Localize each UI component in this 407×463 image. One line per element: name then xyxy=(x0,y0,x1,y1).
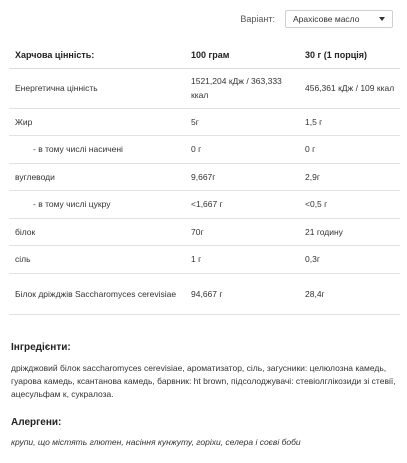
value-serving: 456,361 кДж / 109 ккал xyxy=(299,68,400,108)
ingredients-text: дріжджовий білок saccharomyces cerevisiae, ароматизатор, сіль, загусники: целюлозна камедь, гуарова камедь, ксантанова камедь, барвник: ht brown, підсолоджувачі: стевіолглікозиди зі стевії, ацесульфам к, сукралоза. xyxy=(11,363,396,399)
nutrient-name: Жир xyxy=(9,108,185,136)
header-per-100g: 100 грам xyxy=(185,43,299,68)
nutrient-name: - в тому числі насичені xyxy=(9,136,185,164)
value-100g: <1,667 г xyxy=(185,191,299,219)
nutrient-name: білок xyxy=(9,218,185,246)
value-serving: 28,4г xyxy=(299,273,400,314)
allergens-text: крупи, що містять глютен, насіння кунжуту, горіхи, селера і соєві боби xyxy=(11,437,301,447)
table-row xyxy=(9,273,400,314)
variant-selector-row xyxy=(240,10,393,28)
value-serving: 1,5 г xyxy=(299,108,400,136)
value-serving: 0,3г xyxy=(299,246,400,274)
nutrient-name: вуглеводи xyxy=(9,163,185,191)
header-nutrition-value: Харчова цінність: xyxy=(9,43,185,68)
variant-dropdown[interactable] xyxy=(285,10,393,28)
table-row xyxy=(9,108,400,136)
value-serving: 21 годину xyxy=(299,218,400,246)
table-row xyxy=(9,163,400,191)
table-row xyxy=(9,191,400,219)
nutrient-name: Білок дріжджів Saccharomyces cerevisiae xyxy=(9,273,185,314)
value-100g: 5г xyxy=(185,108,299,136)
variant-label: Варіант: xyxy=(240,14,275,24)
value-100g: 9,667г xyxy=(185,163,299,191)
table-row xyxy=(9,246,400,274)
nutrient-name: - в тому числі цукру xyxy=(9,191,185,219)
value-100g: 1 г xyxy=(185,246,299,274)
nutrition-table xyxy=(9,43,400,315)
nutrition-header-row xyxy=(9,43,400,68)
value-100g: 0 г xyxy=(185,136,299,164)
value-100g: 70г xyxy=(185,218,299,246)
variant-selected-value: Арахісове масло xyxy=(293,14,360,24)
ingredients-section xyxy=(11,342,399,401)
header-per-serving: 30 г (1 порція) xyxy=(299,43,400,68)
value-100g: 94,667 г xyxy=(185,273,299,314)
table-row xyxy=(9,68,400,108)
chevron-down-icon xyxy=(379,17,385,21)
value-serving: 2,9г xyxy=(299,163,400,191)
value-serving: <0,5 г xyxy=(299,191,400,219)
table-row xyxy=(9,136,400,164)
value-serving: 0 г xyxy=(299,136,400,164)
allergens-section xyxy=(11,417,399,449)
table-row xyxy=(9,218,400,246)
value-100g: 1521,204 кДж / 363,333 ккал xyxy=(185,68,299,108)
allergens-title: Алергени: xyxy=(11,417,62,428)
nutrient-name: Енергетична цінність xyxy=(9,68,185,108)
nutrient-name: сіль xyxy=(9,246,185,274)
ingredients-title: Інгредієнти: xyxy=(11,342,71,353)
